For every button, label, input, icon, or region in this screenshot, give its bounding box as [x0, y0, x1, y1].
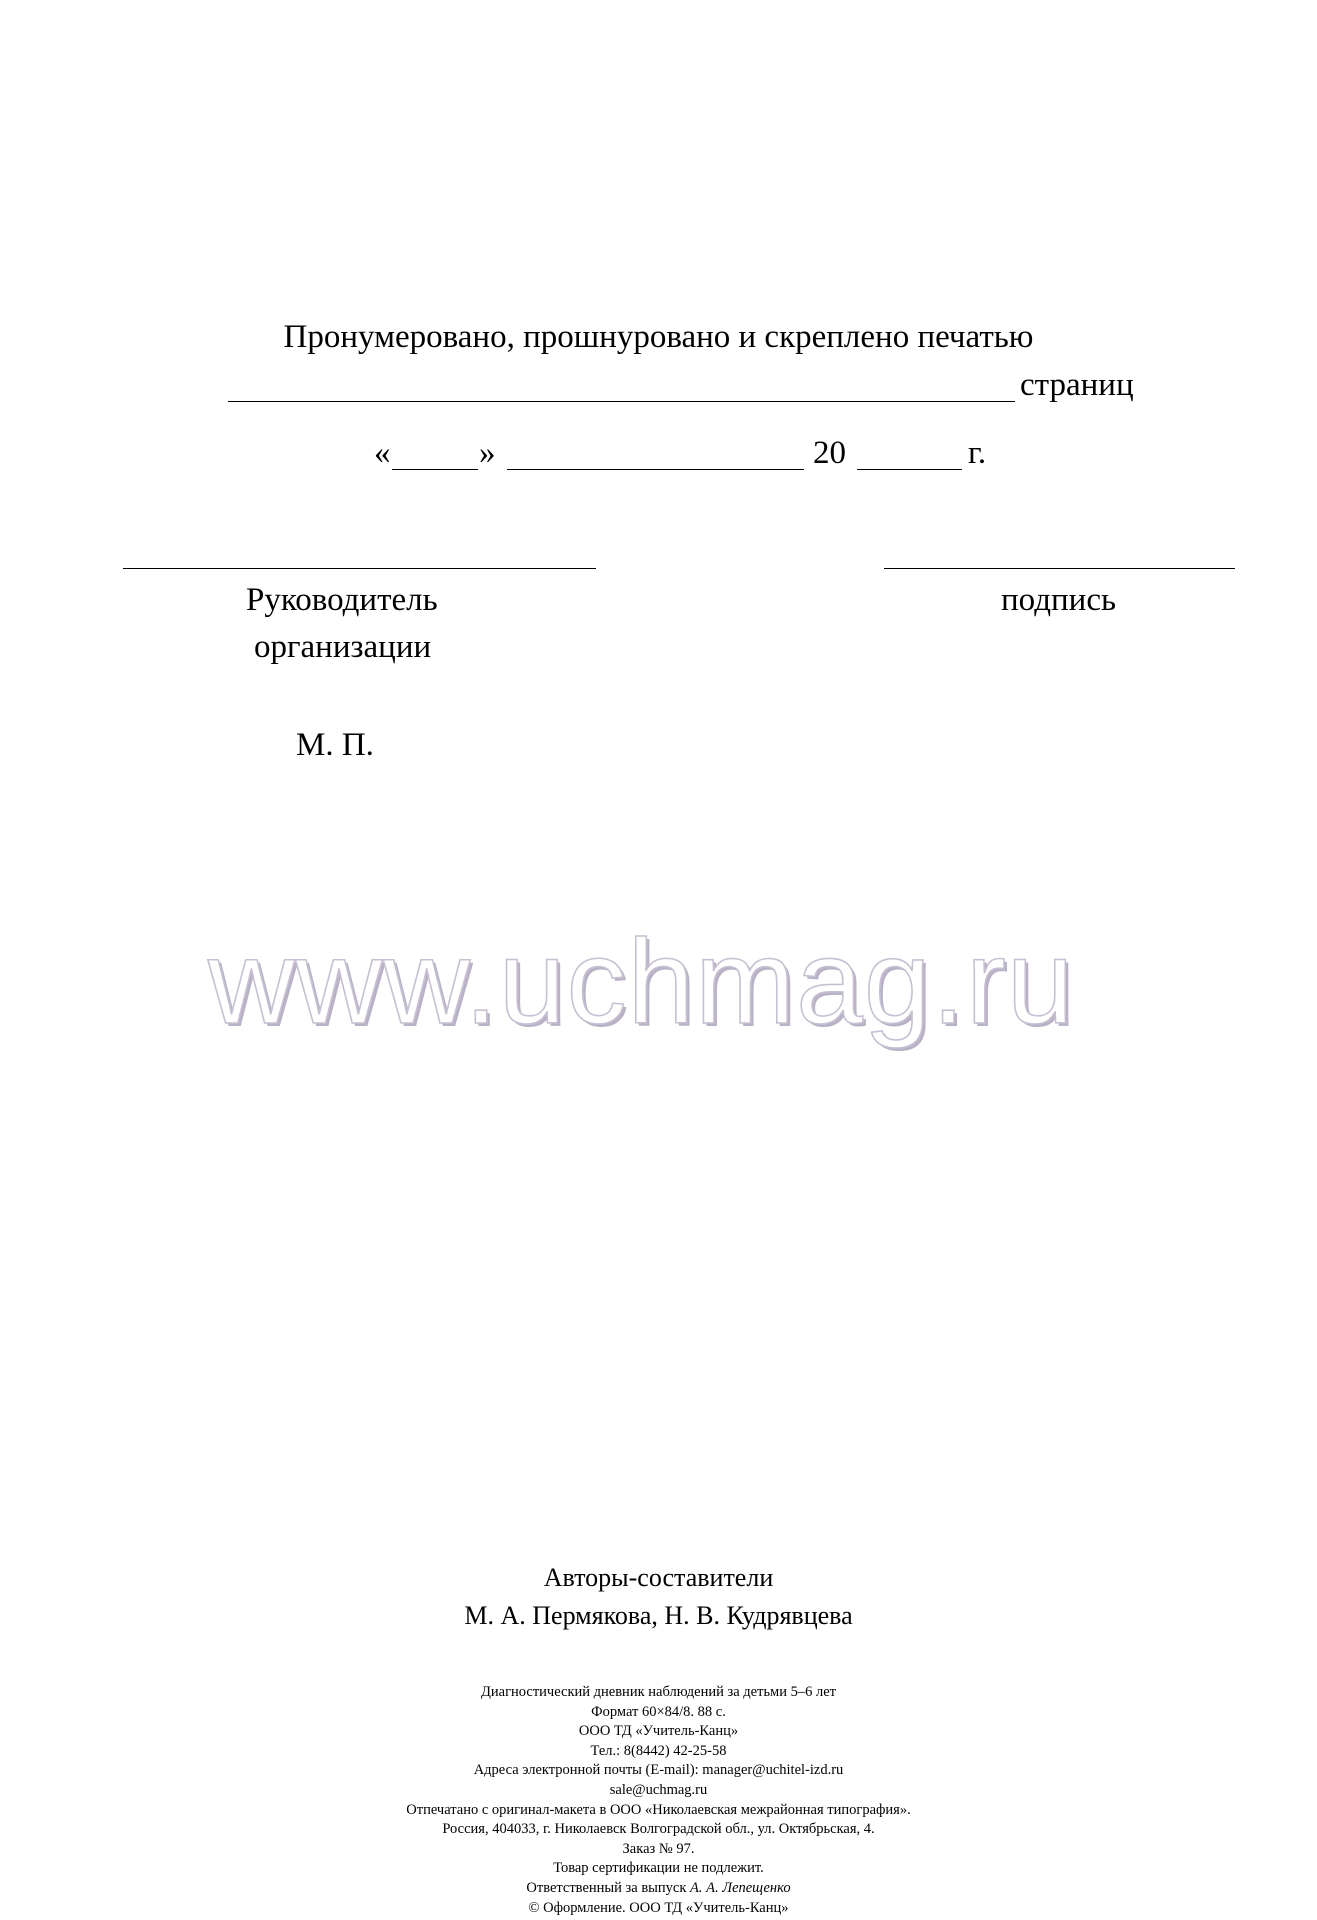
year-blank [857, 469, 962, 470]
pages-word: страниц [1020, 367, 1134, 403]
authors-names: М. А. Пермякова, Н. В. Кудрявцева [464, 1601, 853, 1630]
imprint-responsible [0, 1879, 1317, 1899]
date-open-quote: « [374, 435, 391, 471]
imprint-publisher: ООО ТД «Учитель-Канц» [578, 1723, 739, 1740]
imprint-address: Россия, 404033, г. Николаевск Волгоградской обл., ул. Октябрьская, 4. [442, 1821, 875, 1838]
imprint-phone: Тел.: 8(8442) 42-25-58 [590, 1742, 727, 1759]
responsible-name: А. А. Лепещенко [690, 1879, 791, 1896]
year-suffix: г. [968, 435, 987, 471]
imprint-email: Адреса электронной почты (E-mail): manager@uchitel-izd.ru [473, 1762, 844, 1779]
imprint-certification: Товар сертификации не подлежит. [553, 1860, 764, 1877]
imprint-printed: Отпечатано с оригинал-макета в ООО «Николаевская межрайонная типография». [406, 1801, 911, 1818]
imprint [0, 1683, 1317, 1918]
imprint-design: © Оформление. ООО ТД «Учитель-Канц» [528, 1899, 789, 1916]
imprint-title: Диагностический дневник наблюдений за детьми 5–6 лет [480, 1684, 837, 1700]
watermark: www.uchmag.ru [208, 915, 1075, 1049]
year-prefix: 20 [813, 435, 846, 471]
imprint-format: Формат 60×84/8. 88 с. [591, 1703, 726, 1720]
responsible-prefix: Ответственный за выпуск [526, 1879, 687, 1896]
head-label: Руководитель [246, 582, 438, 618]
imprint-order: Заказ № 97. [622, 1840, 695, 1857]
authors-heading: Авторы-составители [543, 1563, 774, 1592]
stamp-place-label: М. П. [296, 727, 374, 763]
day-blank [392, 469, 478, 470]
signature-label: подпись [1001, 582, 1117, 618]
signature-line [884, 568, 1235, 569]
pages-count-blank [228, 401, 1015, 402]
organization-label: организации [254, 629, 432, 665]
date-close-quote: » [479, 435, 496, 471]
imprint-email-sale: sale@uchmag.ru [609, 1781, 708, 1798]
head-signature-line [123, 568, 596, 569]
certification-line: Пронумеровано, прошнуровано и скреплено печатью [283, 319, 1034, 355]
month-blank [507, 469, 804, 470]
